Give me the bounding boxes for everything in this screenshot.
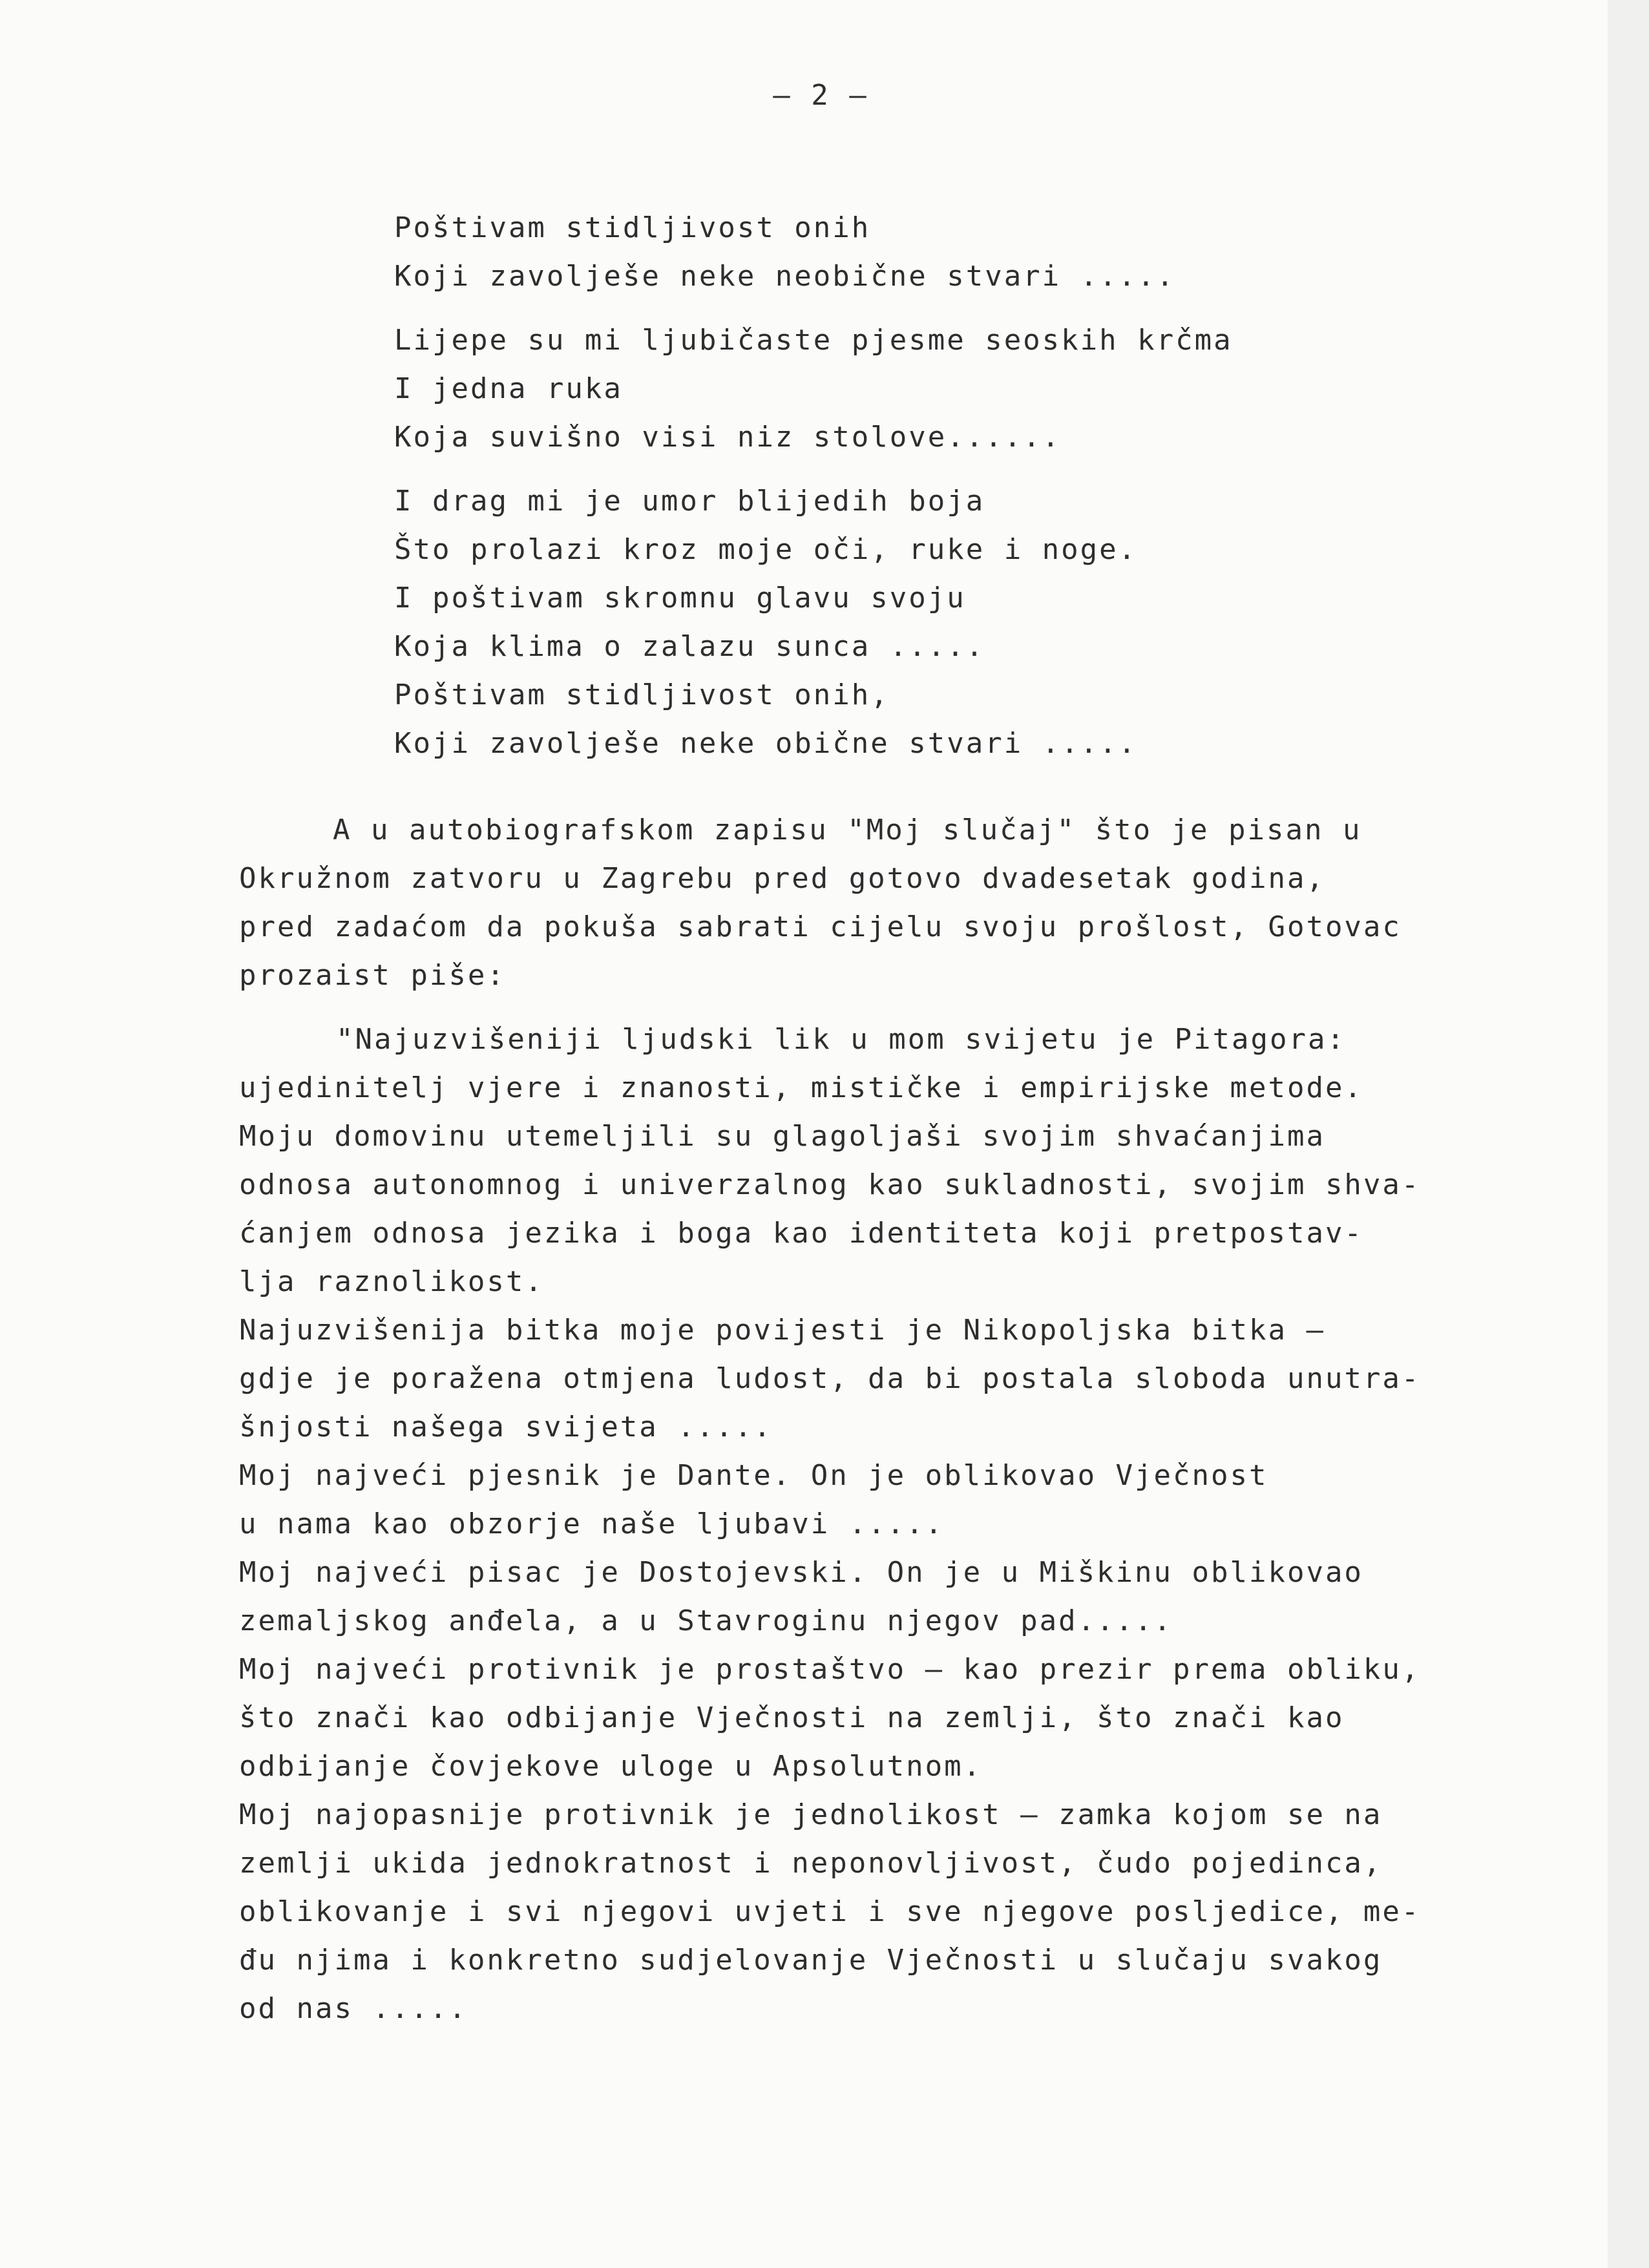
quote-line: ćanjem odnosa jezika i boga kao identiteta koji pretpostav- xyxy=(239,1217,1363,1250)
poem-stanza xyxy=(394,477,1493,768)
quoted-passage xyxy=(239,1015,1531,2033)
quote-line: gdje je poražena otmjena ludost, da bi postala sloboda unutra- xyxy=(239,1362,1421,1395)
quote-line: lja raznolikost. xyxy=(239,1265,544,1298)
poem-stanza xyxy=(394,204,1493,300)
quote-line: đu njima i konkretno sudjelovanje Vječnosti u slučaju svakog xyxy=(239,1944,1383,1977)
quote-line: od nas ..... xyxy=(239,1992,468,2025)
quote-line: Moj najveći protivnik je prostaštvo — kao prezir prema obliku, xyxy=(239,1653,1421,1686)
paragraph-line: A u autobiografskom zapisu "Moj slučaj" što je pisan u xyxy=(333,814,1362,846)
quote-line: Najuzvišenija bitka moje povijesti je Nikopoljska bitka — xyxy=(239,1314,1325,1347)
poem-line: I jedna ruka xyxy=(394,372,623,405)
paragraph-line: Okružnom zatvoru u Zagrebu pred gotovo dvadesetak godina, xyxy=(239,862,1325,895)
quote-line: zemaljskog anđela, a u Stavroginu njegov pad..... xyxy=(239,1604,1173,1637)
quote-line: u nama kao obzorje naše ljubavi ..... xyxy=(239,1507,945,1540)
quote-line: "Najuzvišeniji ljudski lik u mom svijetu je Pitagora: xyxy=(336,1023,1346,1056)
quote-line: zemlji ukida jednokratnost i neponovljivost, čudo pojedinca, xyxy=(239,1847,1383,1880)
poem-line: Koja klima o zalazu sunca ..... xyxy=(394,630,985,663)
poem-line: Koja suvišno visi niz stolove...... xyxy=(394,421,1062,454)
poem-line: Što prolazi kroz moje oči, ruke i noge. xyxy=(394,533,1138,566)
poem-line: Koji zavolješe neke obične stvari ..... xyxy=(394,727,1138,760)
quote-line: Moju domovinu utemeljili su glagoljaši svojim shvaćanjima xyxy=(239,1120,1325,1153)
poem-line: Poštivam stidljivost onih xyxy=(394,211,871,244)
quote-line: Moj najopasnije protivnik je jednolikost — zamka kojom se na xyxy=(239,1798,1383,1831)
quote-line: odnosa autonomnog i univerzalnog kao sukladnosti, svojim shva- xyxy=(239,1168,1421,1201)
quote-line: ujedinitelj vjere i znanosti, mističke i empirijske metode. xyxy=(239,1071,1363,1104)
poem-line: I poštivam skromnu glavu svoju xyxy=(394,582,966,614)
poem-block xyxy=(394,204,1493,783)
quote-line: odbijanje čovjekove uloge u Apsolutnom. xyxy=(239,1750,983,1783)
paragraph-line: pred zadaćom da pokuša sabrati cijelu svoju prošlost, Gotovac xyxy=(239,910,1402,943)
paragraph-line: prozaist piše: xyxy=(239,959,506,992)
quote-line: što znači kao odbijanje Vječnosti na zemlji, što znači kao xyxy=(239,1701,1345,1734)
page-edge-shadow xyxy=(1608,0,1649,2268)
poem-line: I drag mi je umor blijedih boja xyxy=(394,485,985,518)
intro-paragraph xyxy=(239,806,1518,1000)
quote-line: šnjosti našega svijeta ..... xyxy=(239,1411,773,1444)
quote-line: Moj najveći pjesnik je Dante. On je oblikovao Vječnost xyxy=(239,1459,1268,1492)
poem-stanza xyxy=(394,316,1493,461)
quote-line: oblikovanje i svi njegovi uvjeti i sve njegove posljedice, me- xyxy=(239,1895,1421,1928)
page-number: — 2 — xyxy=(773,79,868,112)
poem-line: Koji zavolješe neke neobične stvari ..... xyxy=(394,260,1176,293)
poem-line: Lijepe su mi ljubičaste pjesme seoskih krčma xyxy=(394,324,1233,357)
poem-line: Poštivam stidljivost onih, xyxy=(394,678,890,711)
quote-line: Moj najveći pisac je Dostojevski. On je u Miškinu oblikovao xyxy=(239,1556,1363,1589)
